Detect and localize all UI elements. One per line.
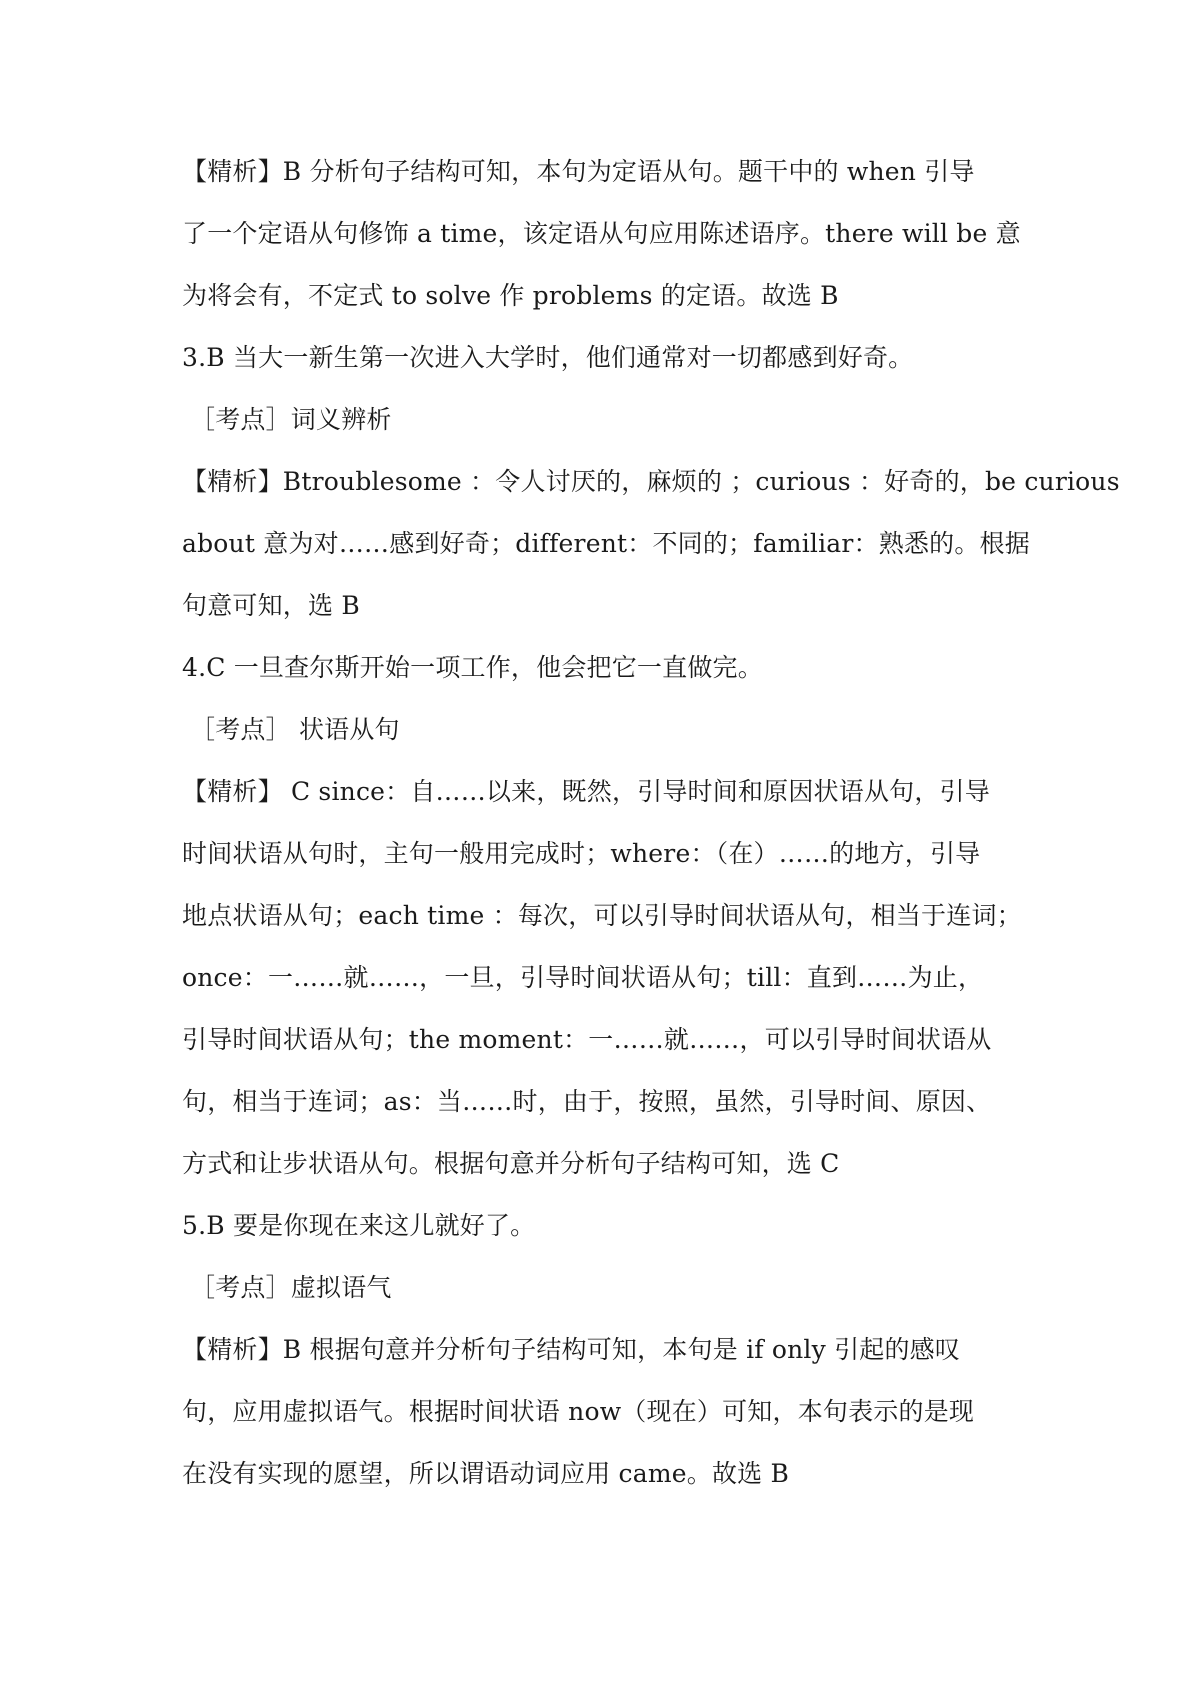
analysis-q2-line-3: 为将会有，不定式 to solve 作 problems 的定语。故选 B xyxy=(182,281,839,310)
question-4-topic: ［考点］ 状语从句 xyxy=(190,715,400,744)
analysis-q5-line-2: 句，应用虚拟语气。根据时间状语 now（现在）可知，本句表示的是现 xyxy=(182,1397,975,1426)
analysis-q2-line-2: 了一个定语从句修饰 a time，该定语从句应用陈述语序。there will be 意 xyxy=(182,219,1021,248)
analysis-q3-line-1: 【精析】Btroublesome ：令人讨厌的，麻烦的 ；curious ：好奇的，be curious xyxy=(182,467,1120,496)
question-5-topic: ［考点］虚拟语气 xyxy=(190,1273,392,1302)
question-3-topic: ［考点］词义辨析 xyxy=(190,405,392,434)
analysis-q3-line-2: about 意为对……感到好奇；different：不同的；familiar：熟悉的。根据 xyxy=(182,529,1030,558)
question-5-answer: 5.B 要是你现在来这儿就好了。 xyxy=(182,1211,536,1240)
analysis-q4-line-2: 时间状语从句时，主句一般用完成时；where：（在）……的地方，引导 xyxy=(182,839,981,868)
analysis-q4-line-5: 引导时间状语从句；the moment：一……就……，可以引导时间状语从 xyxy=(182,1025,992,1054)
analysis-q4-line-4: once：一……就……，一旦，引导时间状语从句；till：直到……为止， xyxy=(182,963,984,992)
analysis-q4-line-6: 句，相当于连词；as：当……时，由于，按照，虽然，引导时间、原因、 xyxy=(182,1087,992,1116)
question-3-answer: 3.B 当大一新生第一次进入大学时，他们通常对一切都感到好奇。 xyxy=(182,343,914,372)
analysis-q4-line-1: 【精析】 C since：自……以来，既然，引导时间和原因状语从句，引导 xyxy=(182,777,990,806)
analysis-q5-line-3: 在没有实现的愿望，所以谓语动词应用 came。故选 B xyxy=(182,1459,790,1488)
analysis-q4-line-7: 方式和让步状语从句。根据句意并分析句子结构可知，选 C xyxy=(182,1149,840,1178)
analysis-q5-line-1: 【精析】B 根据句意并分析句子结构可知，本句是 if only 引起的感叹 xyxy=(182,1335,961,1364)
analysis-q2-line-1: 【精析】B 分析句子结构可知，本句为定语从句。题干中的 when 引导 xyxy=(182,157,975,186)
analysis-q3-line-3: 句意可知，选 B xyxy=(182,591,360,620)
analysis-q4-line-3: 地点状语从句；each time ：每次，可以引导时间状语从句，相当于连词； xyxy=(182,901,1022,930)
question-4-answer: 4.C 一旦查尔斯开始一项工作，他会把它一直做完。 xyxy=(182,653,763,682)
